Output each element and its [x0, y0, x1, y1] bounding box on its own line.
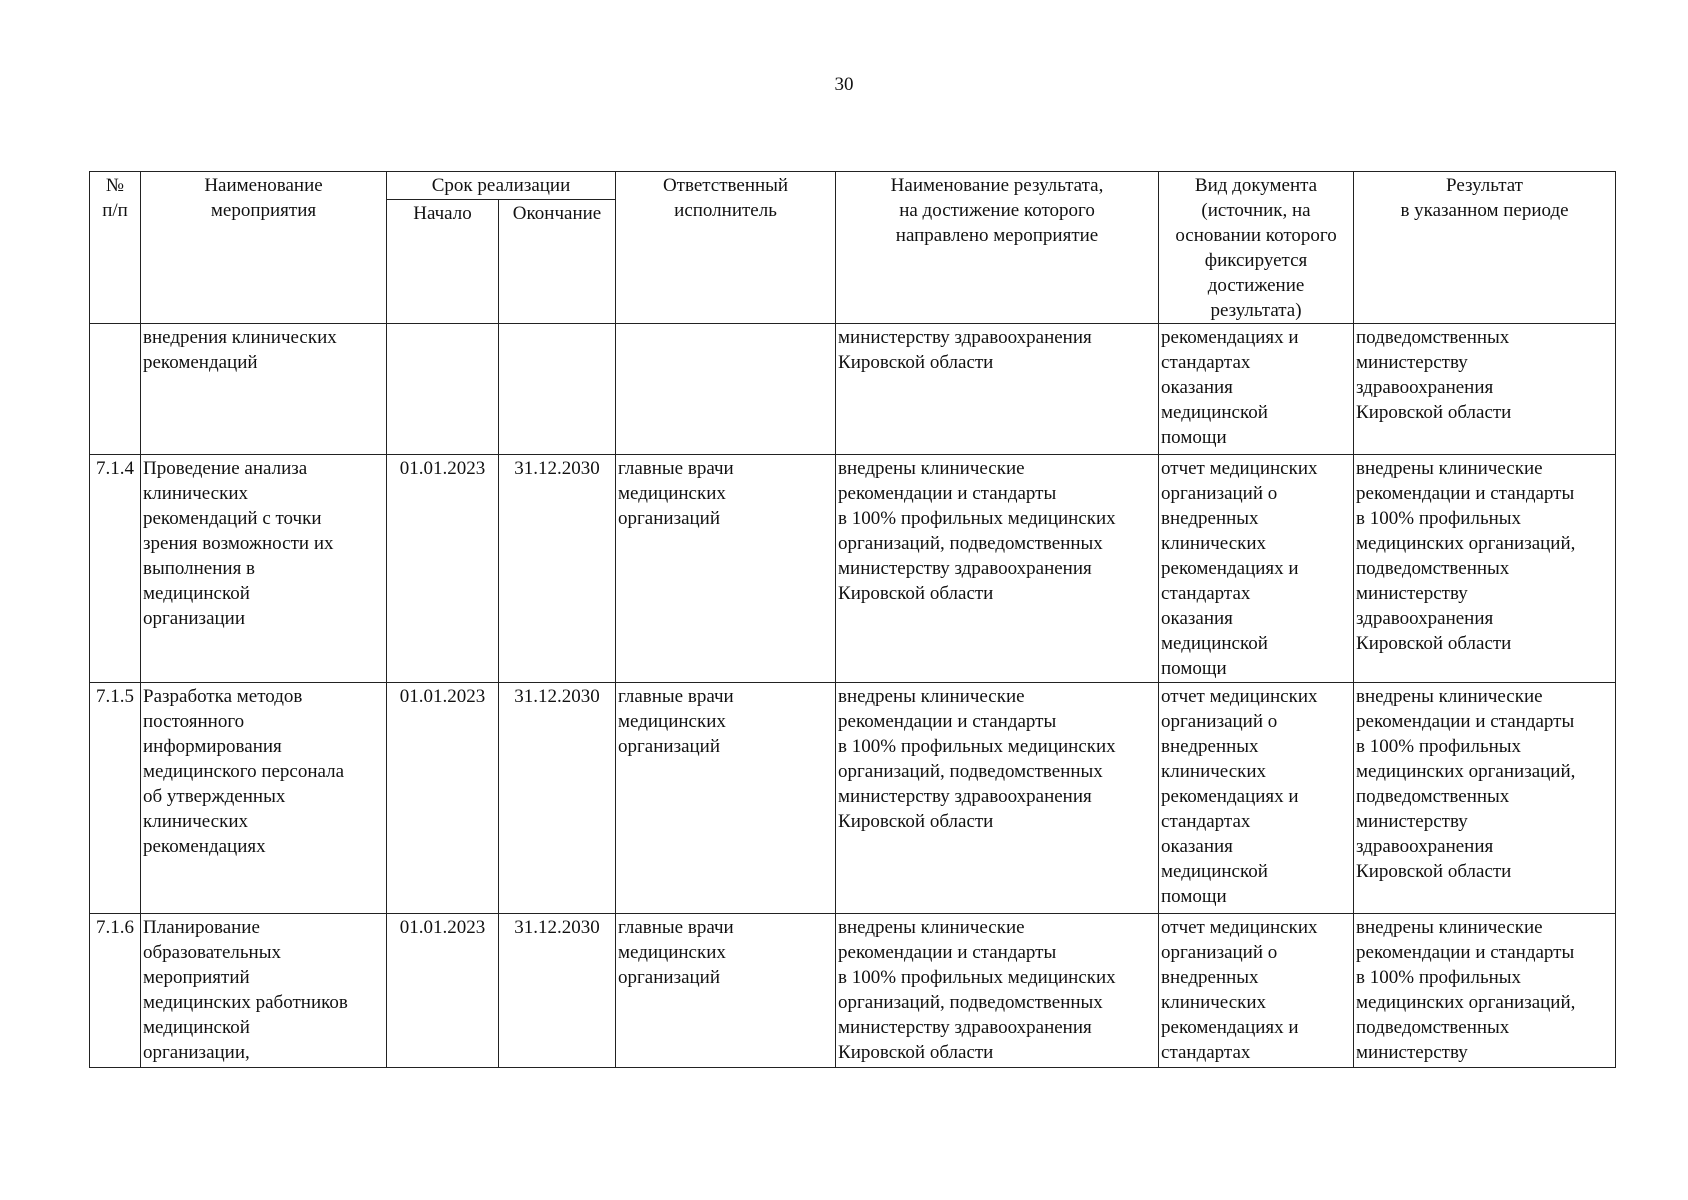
row-num: 7.1.6 [90, 914, 141, 1068]
row-responsible: главные врачи медицинских организаций [616, 683, 836, 914]
row-name: Проведение анализа клинических рекомендаций с точки зрения возможности их выполнения в медицинской организации [141, 455, 387, 683]
row-name: внедрения клинических рекомендаций [141, 324, 387, 455]
table-row [90, 455, 1616, 683]
row-num [90, 324, 141, 455]
header-num: № п/п [90, 172, 141, 324]
row-result-name: внедрены клинические рекомендации и стандарты в 100% профильных медицинских организаций, подведомственных министерству здравоохранения Кировской области [836, 914, 1159, 1068]
row-doc-type: отчет медицинских организаций о внедренных клинических рекомендациях и стандартах оказания медицинской помощи [1159, 683, 1354, 914]
row-result: внедрены клинические рекомендации и стандарты в 100% профильных медицинских организаций, подведомственных министерству здравоохранения Кировской области [1354, 683, 1616, 914]
row-responsible: главные врачи медицинских организаций [616, 914, 836, 1068]
row-result: подведомственных министерству здравоохранения Кировской области [1354, 324, 1616, 455]
row-num: 7.1.5 [90, 683, 141, 914]
header-result: Результат в указанном периоде [1354, 172, 1616, 324]
row-end: 31.12.2030 [499, 914, 616, 1068]
row-doc-type: рекомендациях и стандартах оказания медицинской помощи [1159, 324, 1354, 455]
row-start: 01.01.2023 [387, 914, 499, 1068]
header-start: Начало [387, 199, 499, 323]
header-period: Срок реализации [387, 172, 616, 200]
header-row [90, 172, 1616, 200]
row-start: 01.01.2023 [387, 455, 499, 683]
row-doc-type: отчет медицинских организаций о внедренных клинических рекомендациях и стандартах [1159, 914, 1354, 1068]
row-result-name: внедрены клинические рекомендации и стандарты в 100% профильных медицинских организаций, подведомственных министерству здравоохранения Кировской области [836, 683, 1159, 914]
row-responsible: главные врачи медицинских организаций [616, 455, 836, 683]
row-result-name: внедрены клинические рекомендации и стандарты в 100% профильных медицинских организаций, подведомственных министерству здравоохранения Кировской области [836, 455, 1159, 683]
table-row [90, 914, 1616, 1068]
table-row [90, 324, 1616, 455]
table-row [90, 683, 1616, 914]
row-result: внедрены клинические рекомендации и стандарты в 100% профильных медицинских организаций, подведомственных министерству здравоохранения Кировской области [1354, 455, 1616, 683]
row-num: 7.1.4 [90, 455, 141, 683]
row-doc-type: отчет медицинских организаций о внедренных клинических рекомендациях и стандартах оказания медицинской помощи [1159, 455, 1354, 683]
row-start [387, 324, 499, 455]
header-name: Наименование мероприятия [141, 172, 387, 324]
header-end: Окончание [499, 199, 616, 323]
row-end: 31.12.2030 [499, 683, 616, 914]
header-responsible: Ответственный исполнитель [616, 172, 836, 324]
row-end [499, 324, 616, 455]
header-result-name: Наименование результата, на достижение которого направлено мероприятие [836, 172, 1159, 324]
row-start: 01.01.2023 [387, 683, 499, 914]
row-responsible [616, 324, 836, 455]
row-result: внедрены клинические рекомендации и стандарты в 100% профильных медицинских организаций, подведомственных министерству [1354, 914, 1616, 1068]
row-name: Планирование образовательных мероприятий медицинских работников медицинской организации, [141, 914, 387, 1068]
measures-table [89, 171, 1616, 1068]
row-name: Разработка методов постоянного информирования медицинского персонала об утвержденных клинических рекомендациях [141, 683, 387, 914]
row-result-name: министерству здравоохранения Кировской области [836, 324, 1159, 455]
row-end: 31.12.2030 [499, 455, 616, 683]
header-doc-type: Вид документа (источник, на основании которого фиксируется достижение результата) [1159, 172, 1354, 324]
page-number: 30 [834, 74, 854, 95]
